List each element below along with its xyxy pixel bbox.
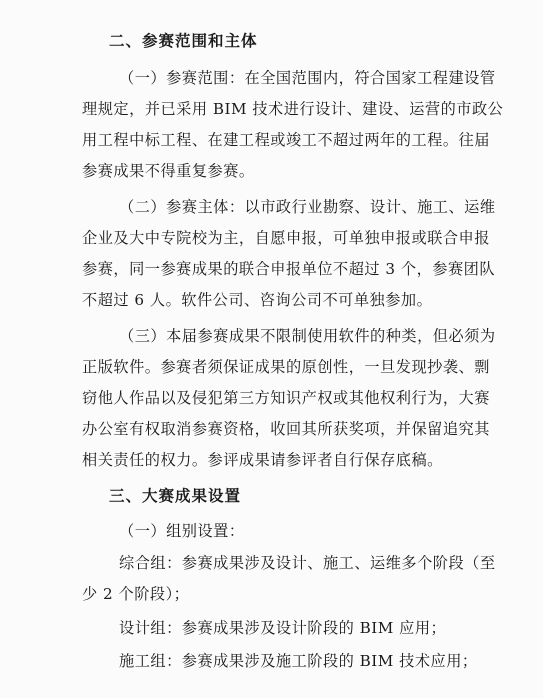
paragraph-line: （三）本届参赛成果不限制使用软件的种类，但必须为 [119,327,496,345]
paragraph-line: 综合组：参赛成果涉及设计、施工、运维多个阶段（至 [119,554,496,572]
paragraph-line: 设计组：参赛成果涉及设计阶段的 BIM 应用； [119,619,447,637]
paragraph-line: 窃他人作品以及侵犯第三方知识产权或其他权利行为，大赛 [82,389,490,407]
paragraph-line: 少 2 个阶段）； [82,585,190,603]
paragraph-line: 不超过 6 人。软件公司、咨询公司不可单独参加。 [82,291,433,309]
subheading-line: （一）组别设置： [119,522,245,540]
section-heading: 二、参赛范围和主体 [109,32,258,50]
section-heading: 三、大赛成果设置 [109,487,242,505]
paragraph-line: （一）参赛范围：在全国范围内，符合国家工程建设管 [119,69,496,87]
paragraph-line: 用工程中标工程、在建工程或竣工不超过两年的工程。往届 [82,131,490,149]
paragraph-line: 理规定，并已采用 BIM 技术进行设计、建设、运营的市政公 [82,100,504,118]
paragraph-line: （二）参赛主体：以市政行业勘察、设计、施工、运维 [119,198,496,216]
paragraph-line: 相关责任的权力。参评成果请参评者自行保存底稿。 [82,451,443,469]
paragraph-line: 施工组：参赛成果涉及施工阶段的 BIM 技术应用； [119,652,478,670]
paragraph-line: 参赛，同一参赛成果的联合申报单位不超过 3 个，参赛团队 [82,260,496,278]
paragraph-line: 正版软件。参赛者须保证成果的原创性，一旦发现抄袭、剽 [82,358,490,376]
paragraph-line: 办公室有权取消参赛资格，收回其所获奖项，并保留追究其 [82,420,490,438]
paragraph-line: 参赛成果不得重复参赛。 [82,162,255,180]
paragraph-line: 企业及大中专院校为主，自愿申报，可单独申报或联合申报 [82,229,490,247]
